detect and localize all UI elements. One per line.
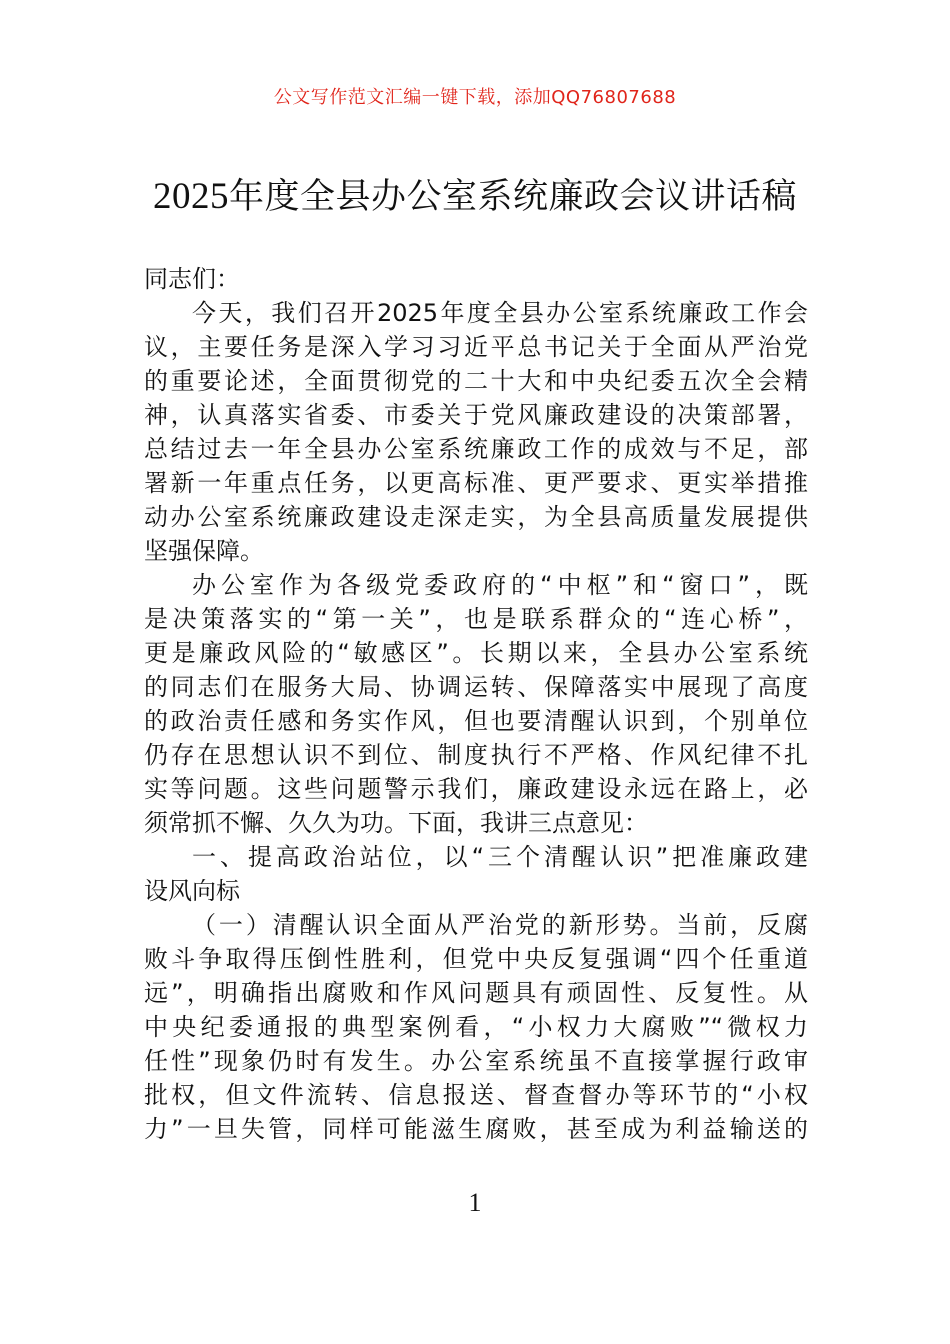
paragraph-line: 的重要论述，全面贯彻党的二十大和中央纪委五次全会精 bbox=[144, 367, 808, 395]
document-title bbox=[0, 172, 950, 222]
header-ad-text: 公文写作范文汇编一键下载，添加QQ76807688 bbox=[273, 87, 677, 108]
paragraph-line: 署新一年重点任务，以更高标准、更严要求、更实举措推 bbox=[144, 469, 808, 497]
paragraph-1 bbox=[144, 296, 808, 568]
paragraph-line: 今天，我们召开2025年度全县办公室系统廉政工作会 bbox=[192, 299, 808, 327]
paragraph-line: 任性”现象仍时有发生。办公室系统虽不直接掌握行政审 bbox=[144, 1047, 808, 1075]
paragraph-line: 办公室作为各级党委政府的“中枢”和“窗口”，既 bbox=[192, 571, 808, 599]
paragraph-line: 更是廉政风险的“敏感区”。长期以来，全县办公室系统 bbox=[144, 639, 808, 667]
paragraph-line: 的政治责任感和务实作风，但也要清醒认识到，个别单位 bbox=[144, 707, 808, 735]
heading-line: 设风向标 bbox=[144, 877, 240, 905]
page-number: 1 bbox=[468, 1188, 482, 1217]
heading-line: 一、提高政治站位，以“三个清醒认识”把准廉政建 bbox=[192, 843, 808, 871]
paragraph-line: 力”一旦失管，同样可能滋生腐败，甚至成为利益输送的 bbox=[144, 1115, 808, 1143]
paragraph-line: 动办公室系统廉政建设走深走实，为全县高质量发展提供 bbox=[144, 503, 808, 531]
paragraph-line: 议，主要任务是深入学习习近平总书记关于全面从严治党 bbox=[144, 333, 808, 361]
paragraph-line: 远”，明确指出腐败和作风问题具有顽固性、反复性。从 bbox=[144, 979, 808, 1007]
paragraph-line: 败斗争取得压倒性胜利，但党中央反复强调“四个任重道 bbox=[144, 945, 808, 973]
paragraph-line: 实等问题。这些问题警示我们，廉政建设永远在路上，必 bbox=[144, 775, 808, 803]
document-body bbox=[144, 262, 808, 1146]
salutation bbox=[144, 262, 808, 296]
paragraph-line: 仍存在思想认识不到位、制度执行不严格、作风纪律不扎 bbox=[144, 741, 808, 769]
paragraph-3 bbox=[144, 908, 808, 1146]
salutation-line: 同志们： bbox=[144, 265, 240, 293]
section-heading-1 bbox=[144, 840, 808, 908]
paragraph-line: 是决策落实的“第一关”，也是联系群众的“连心桥”， bbox=[144, 605, 808, 633]
paragraph-line: 坚强保障。 bbox=[144, 537, 264, 565]
paragraph-line: 批权，但文件流转、信息报送、督查督办等环节的“小权 bbox=[144, 1081, 808, 1109]
paragraph-line: 须常抓不懈、久久为功。下面，我讲三点意见： bbox=[144, 809, 648, 837]
title-text: 年度全县办公室系统廉政会议讲话稿 bbox=[228, 177, 797, 217]
paragraph-line: 中央纪委通报的典型案例看，“小权力大腐败”“微权力 bbox=[144, 1013, 808, 1041]
paragraph-2 bbox=[144, 568, 808, 840]
paragraph-line: 神，认真落实省委、市委关于党风廉政建设的决策部署， bbox=[144, 401, 808, 429]
paragraph-line: 的同志们在服务大局、协调运转、保障落实中展现了高度 bbox=[144, 673, 808, 701]
paragraph-line: （一）清醒认识全面从严治党的新形势。当前，反腐 bbox=[192, 911, 808, 939]
title-year: 2025 bbox=[152, 176, 229, 217]
paragraph-line: 总结过去一年全县办公室系统廉政工作的成效与不足，部 bbox=[144, 435, 808, 463]
